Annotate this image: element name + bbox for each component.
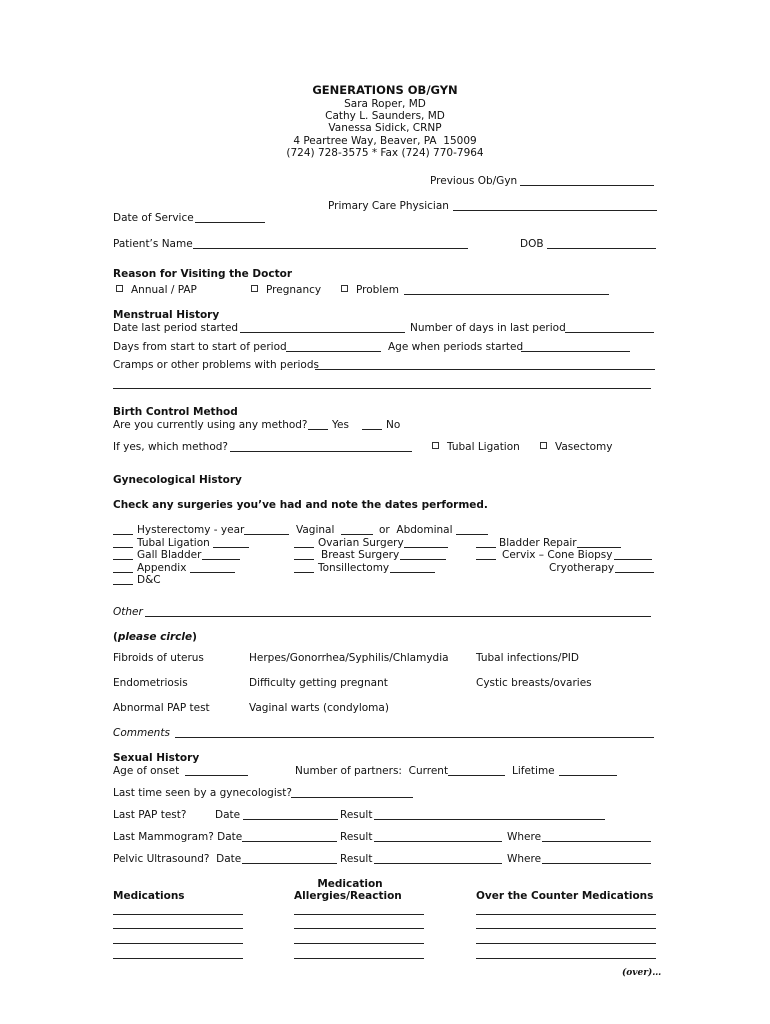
birth-control-question: Are you currently using any method? bbox=[113, 419, 308, 431]
breast-surgery-date[interactable] bbox=[400, 559, 446, 560]
tonsillectomy-date[interactable] bbox=[390, 572, 435, 573]
partners-current-field[interactable] bbox=[448, 775, 505, 776]
allergy-line[interactable] bbox=[294, 914, 424, 915]
patient-name-label: Patient’s Name bbox=[113, 238, 193, 250]
cramps-field-continued[interactable] bbox=[113, 388, 651, 389]
annual-pap-checkbox[interactable] bbox=[116, 285, 123, 292]
date-last-period-field[interactable] bbox=[240, 332, 405, 333]
condition-std[interactable]: Herpes/Gonorrhea/Syphilis/Chlamydia bbox=[249, 652, 449, 664]
last-mammogram-result-label: Result bbox=[340, 831, 373, 843]
please-circle-heading: (please circle) bbox=[113, 631, 197, 643]
condition-tubal-infections[interactable]: Tubal infections/PID bbox=[476, 652, 579, 664]
hysterectomy-check[interactable] bbox=[113, 534, 133, 535]
sexual-heading: Sexual History bbox=[113, 752, 200, 764]
comments-field[interactable] bbox=[175, 737, 654, 738]
medications-heading: Medications bbox=[113, 890, 185, 902]
medication-line[interactable] bbox=[113, 943, 243, 944]
dob-label: DOB bbox=[520, 238, 544, 250]
bladder-repair-label: Bladder Repair bbox=[499, 537, 577, 549]
otc-heading: Over the Counter Medications bbox=[476, 890, 654, 902]
dob-field[interactable] bbox=[547, 248, 656, 249]
cramps-field[interactable] bbox=[315, 369, 655, 370]
which-method-field[interactable] bbox=[230, 451, 412, 452]
allergies-heading-line2: Allergies/Reaction bbox=[294, 890, 402, 902]
allergies-heading-line1: Medication bbox=[317, 878, 383, 890]
tubal-ligation-label: Tubal Ligation bbox=[137, 537, 210, 549]
otc-line[interactable] bbox=[476, 928, 656, 929]
condition-vaginal-warts[interactable]: Vaginal warts (condyloma) bbox=[249, 702, 389, 714]
problem-field[interactable] bbox=[404, 294, 609, 295]
condition-difficulty-pregnant[interactable]: Difficulty getting pregnant bbox=[249, 677, 388, 689]
pelvic-ultrasound-date-field[interactable] bbox=[242, 863, 337, 864]
previous-obgyn-field[interactable] bbox=[520, 185, 654, 186]
age-periods-started-label: Age when periods started bbox=[388, 341, 524, 353]
tubal-ligation-checkbox[interactable] bbox=[432, 442, 439, 449]
hysterectomy-year-field[interactable] bbox=[244, 534, 289, 535]
otc-line[interactable] bbox=[476, 958, 656, 959]
gall-bladder-label: Gall Bladder bbox=[137, 549, 202, 561]
problem-checkbox[interactable] bbox=[341, 285, 348, 292]
last-pap-result-label: Result bbox=[340, 809, 373, 821]
last-mammogram-date-field[interactable] bbox=[242, 841, 337, 842]
appendix-label: Appendix bbox=[137, 562, 187, 574]
condition-endometriosis[interactable]: Endometriosis bbox=[113, 677, 188, 689]
pregnancy-option[interactable]: Pregnancy bbox=[251, 284, 321, 297]
hysterectomy-label: Hysterectomy - year bbox=[137, 524, 245, 536]
days-in-period-label: Number of days in last period bbox=[410, 322, 566, 334]
birth-control-no-field[interactable] bbox=[362, 429, 382, 430]
abdominal-field[interactable] bbox=[456, 534, 488, 535]
medication-line[interactable] bbox=[113, 958, 243, 959]
days-start-to-start-label: Days from start to start of period bbox=[113, 341, 287, 353]
breast-surgery-check[interactable] bbox=[294, 559, 314, 560]
phone-fax: (724) 728-3575 * Fax (724) 770-7964 bbox=[286, 147, 484, 159]
medication-line[interactable] bbox=[113, 914, 243, 915]
partners-current-label: Number of partners: Current bbox=[295, 765, 449, 777]
otc-line[interactable] bbox=[476, 943, 656, 944]
tonsillectomy-check[interactable] bbox=[294, 572, 314, 573]
vasectomy-option[interactable]: Vasectomy bbox=[540, 441, 613, 454]
allergy-line[interactable] bbox=[294, 928, 424, 929]
condition-abnormal-pap[interactable]: Abnormal PAP test bbox=[113, 702, 210, 714]
problem-option[interactable]: Problem bbox=[341, 284, 399, 297]
vaginal-label: Vaginal bbox=[296, 524, 335, 536]
last-mammogram-where-field[interactable] bbox=[542, 841, 651, 842]
pelvic-ultrasound-result-label: Result bbox=[340, 853, 373, 865]
last-gyn-label: Last time seen by a gynecologist? bbox=[113, 787, 292, 799]
doctor-3: Vanessa Sidick, CRNP bbox=[328, 122, 442, 134]
gall-bladder-date[interactable] bbox=[202, 559, 240, 560]
gall-bladder-check[interactable] bbox=[113, 559, 133, 560]
cervix-date[interactable] bbox=[614, 559, 652, 560]
condition-fibroids[interactable]: Fibroids of uterus bbox=[113, 652, 204, 664]
tubal-ligation-option[interactable]: Tubal Ligation bbox=[432, 441, 520, 454]
last-pap-result-field[interactable] bbox=[374, 819, 605, 820]
bladder-repair-check[interactable] bbox=[476, 547, 496, 548]
patient-name-field[interactable] bbox=[193, 248, 468, 249]
doctor-1: Sara Roper, MD bbox=[344, 98, 426, 110]
gyn-instruction: Check any surgeries you’ve had and note the dates performed. bbox=[113, 499, 488, 511]
birth-control-yes-field[interactable] bbox=[308, 429, 328, 430]
menstrual-heading: Menstrual History bbox=[113, 309, 220, 321]
dc-check[interactable] bbox=[113, 584, 133, 585]
appendix-check[interactable] bbox=[113, 572, 133, 573]
cryotherapy-label: Cryotherapy bbox=[549, 562, 615, 574]
ovarian-surgery-check[interactable] bbox=[294, 547, 314, 548]
ovarian-surgery-date[interactable] bbox=[404, 547, 448, 548]
vasectomy-checkbox[interactable] bbox=[540, 442, 547, 449]
ovarian-surgery-label: Ovarian Surgery bbox=[318, 537, 404, 549]
date-last-period-label: Date last period started bbox=[113, 322, 239, 334]
primary-care-field[interactable] bbox=[453, 210, 657, 211]
last-pap-date-field[interactable] bbox=[243, 819, 338, 820]
cervix-check[interactable] bbox=[476, 559, 496, 560]
tubal-ligation-date[interactable] bbox=[213, 547, 249, 548]
condition-cystic[interactable]: Cystic breasts/ovaries bbox=[476, 677, 592, 689]
allergy-line[interactable] bbox=[294, 943, 424, 944]
age-periods-started-field[interactable] bbox=[521, 351, 630, 352]
previous-obgyn-label: Previous Ob/Gyn bbox=[430, 175, 518, 187]
practice-name: GENERATIONS OB/GYN bbox=[312, 83, 458, 97]
birth-control-yes-label: Yes bbox=[332, 419, 349, 431]
allergy-line[interactable] bbox=[294, 958, 424, 959]
last-mammogram-label: Last Mammogram? Date bbox=[113, 831, 243, 843]
date-of-service-label: Date of Service bbox=[113, 212, 194, 224]
which-method-label: If yes, which method? bbox=[113, 441, 228, 453]
last-pap-label: Last PAP test? bbox=[113, 809, 187, 821]
date-of-service-field[interactable] bbox=[195, 222, 265, 223]
cervix-label: Cervix – Cone Biopsy bbox=[502, 549, 613, 561]
reason-heading: Reason for Visiting the Doctor bbox=[113, 268, 292, 280]
bladder-repair-date[interactable] bbox=[577, 547, 621, 548]
abdominal-label: or Abdominal bbox=[379, 524, 453, 536]
comments-label: Comments bbox=[113, 727, 170, 739]
birth-control-heading: Birth Control Method bbox=[113, 406, 238, 418]
appendix-date[interactable] bbox=[190, 572, 235, 573]
over-note: (over)… bbox=[622, 968, 662, 978]
last-gyn-field[interactable] bbox=[291, 797, 413, 798]
partners-lifetime-label: Lifetime bbox=[512, 765, 555, 777]
age-onset-field[interactable] bbox=[185, 775, 248, 776]
annual-pap-option[interactable]: Annual / PAP bbox=[116, 284, 197, 297]
pelvic-ultrasound-result-field[interactable] bbox=[374, 863, 502, 864]
otc-line[interactable] bbox=[476, 914, 656, 915]
cramps-label: Cramps or other problems with periods bbox=[113, 359, 319, 371]
gyn-heading: Gynecological History bbox=[113, 474, 242, 486]
days-in-period-field[interactable] bbox=[565, 332, 654, 333]
tubal-ligation-check[interactable] bbox=[113, 547, 133, 548]
birth-control-no-label: No bbox=[386, 419, 401, 431]
cryotherapy-date[interactable] bbox=[615, 572, 654, 573]
last-mammogram-where-label: Where bbox=[507, 831, 542, 843]
age-onset-label: Age of onset bbox=[113, 765, 180, 777]
partners-lifetime-field[interactable] bbox=[559, 775, 617, 776]
tonsillectomy-label: Tonsillectomy bbox=[318, 562, 390, 574]
address: 4 Peartree Way, Beaver, PA 15009 bbox=[293, 135, 477, 147]
medication-line[interactable] bbox=[113, 928, 243, 929]
breast-surgery-label: Breast Surgery bbox=[321, 549, 400, 561]
last-pap-date-label: Date bbox=[215, 809, 241, 821]
days-start-to-start-field[interactable] bbox=[286, 351, 381, 352]
pregnancy-checkbox[interactable] bbox=[251, 285, 258, 292]
pelvic-ultrasound-label: Pelvic Ultrasound? Date bbox=[113, 853, 242, 865]
last-mammogram-result-field[interactable] bbox=[374, 841, 502, 842]
dc-label: D&C bbox=[137, 574, 161, 586]
primary-care-label: Primary Care Physician bbox=[328, 200, 449, 212]
pelvic-ultrasound-where-field[interactable] bbox=[542, 863, 651, 864]
other-label: Other bbox=[113, 606, 143, 618]
other-field[interactable] bbox=[145, 616, 651, 617]
vaginal-field[interactable] bbox=[341, 534, 373, 535]
pelvic-ultrasound-where-label: Where bbox=[507, 853, 542, 865]
doctor-2: Cathy L. Saunders, MD bbox=[325, 110, 445, 122]
